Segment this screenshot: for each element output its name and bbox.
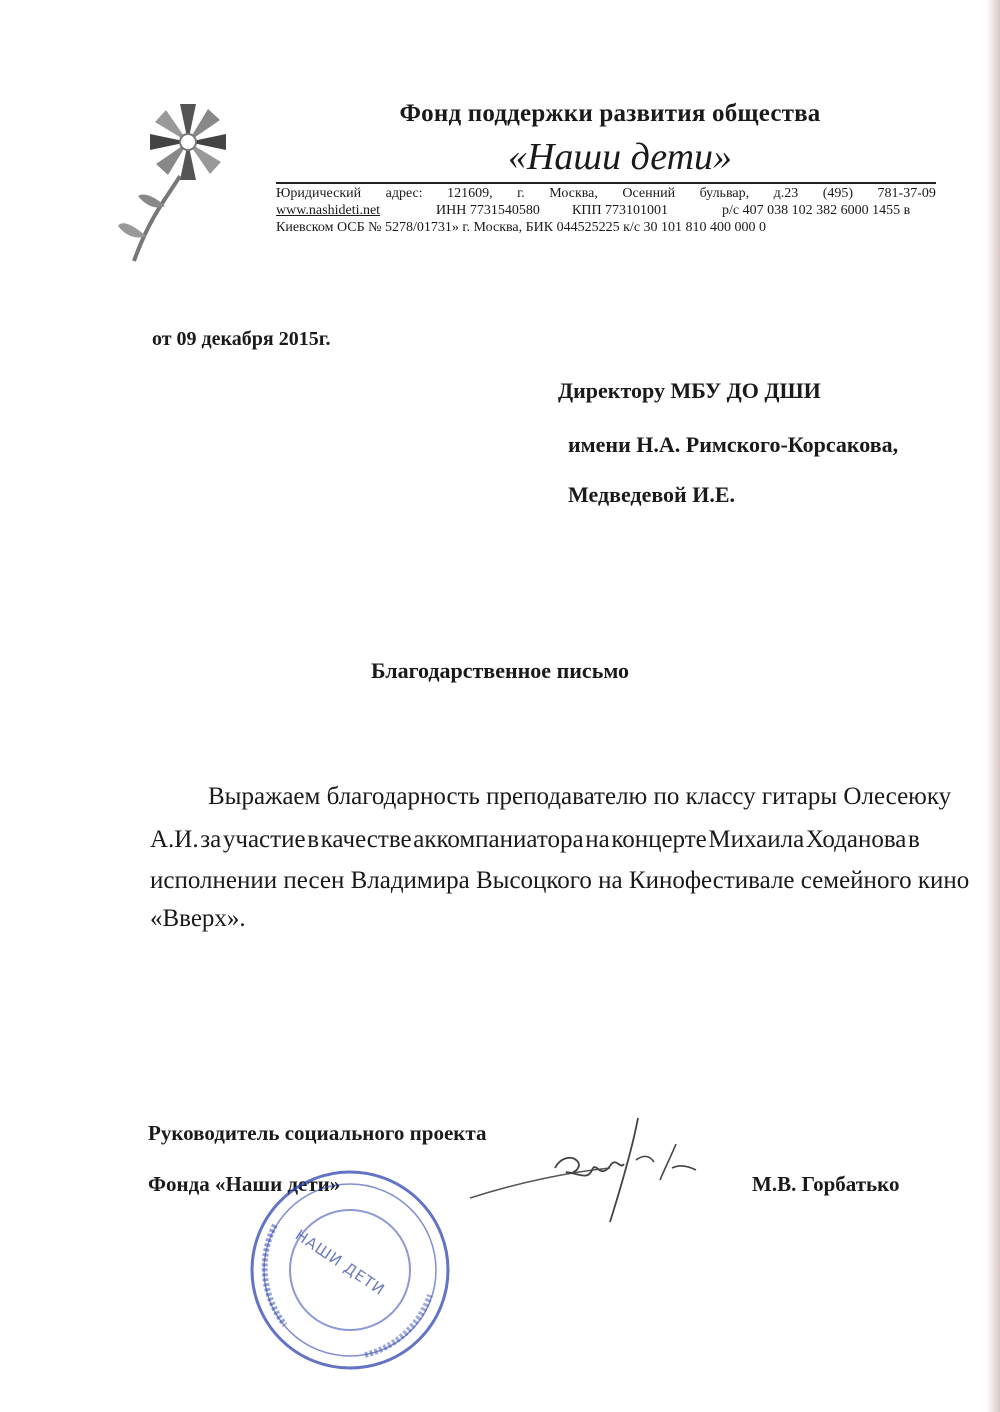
org-brand: «Наши дети» [507, 136, 733, 178]
letter-title: Благодарственное письмо [370, 658, 630, 683]
stamp-text: НАШИ ДЕТИ [291, 1226, 389, 1300]
website-link[interactable]: www.nashideti.net [276, 203, 381, 218]
body-word: Ходанова [805, 826, 907, 853]
street: Осенний [622, 186, 676, 201]
body-line-4: «Вверх». [150, 905, 246, 932]
house-number: д.23 [773, 186, 799, 201]
handwritten-signature-icon [460, 1110, 710, 1230]
body-word: на [585, 826, 610, 853]
body-word: за [200, 826, 222, 853]
body-word: в [908, 826, 920, 853]
header-divider [276, 182, 936, 184]
flower-logo-icon [110, 96, 240, 266]
org-name: Фонд поддержки развития общества [399, 100, 821, 127]
signer-role-line-1: Руководитель социального проекта [148, 1121, 487, 1145]
city-prefix: г. [517, 186, 525, 201]
addressee-line-1: Директору МБУ ДО ДШИ [558, 378, 821, 403]
street-type: бульвар, [699, 186, 750, 201]
body-word: участие [222, 826, 306, 853]
bank-account: р/с 407 038 102 382 6000 1455 в [722, 203, 911, 218]
body-word: А.И. [150, 826, 199, 853]
address-word: адрес: [385, 186, 423, 201]
body-word: Михаила [708, 826, 805, 853]
addressee-line-3: Медведевой И.Е. [568, 482, 736, 507]
signer-name: М.В. Горбатько [752, 1172, 900, 1196]
addressee-line-2: имени Н.А. Римского-Корсакова, [568, 432, 899, 457]
requisites-line-address [276, 186, 936, 202]
postcode: 121609, [447, 186, 493, 201]
letter-date: от 09 декабря 2015г. [152, 328, 331, 350]
address-label: Юридический [276, 186, 362, 201]
body-word: в [307, 826, 319, 853]
kpp: КПП 773101001 [572, 203, 669, 218]
page-edge-shadow [986, 0, 1000, 1412]
body-word: качестве [320, 826, 412, 853]
body-line-3: исполнении песен Владимира Высоцкого на Кинофестивале семейного кино [150, 867, 970, 894]
body-word: концерте [611, 826, 707, 853]
requisites-line-bank: Киевском ОСБ № 5278/01731» г. Москва, БИК 044525225 к/с 30 101 810 400 000 0 [276, 220, 767, 235]
body-line-2 [150, 826, 920, 854]
signer-role-line-2: Фонда «Наши дети» [148, 1172, 341, 1196]
body-word: аккомпаниатора [413, 826, 584, 853]
phone-code: (495) [822, 186, 854, 201]
phone-number: 781-37-09 [877, 186, 936, 201]
body-line-1: Выражаем благодарность преподавателю по классу гитары Олесеюку [208, 783, 952, 810]
city: Москва, [549, 186, 598, 201]
inn: ИНН 7731540580 [436, 203, 540, 218]
